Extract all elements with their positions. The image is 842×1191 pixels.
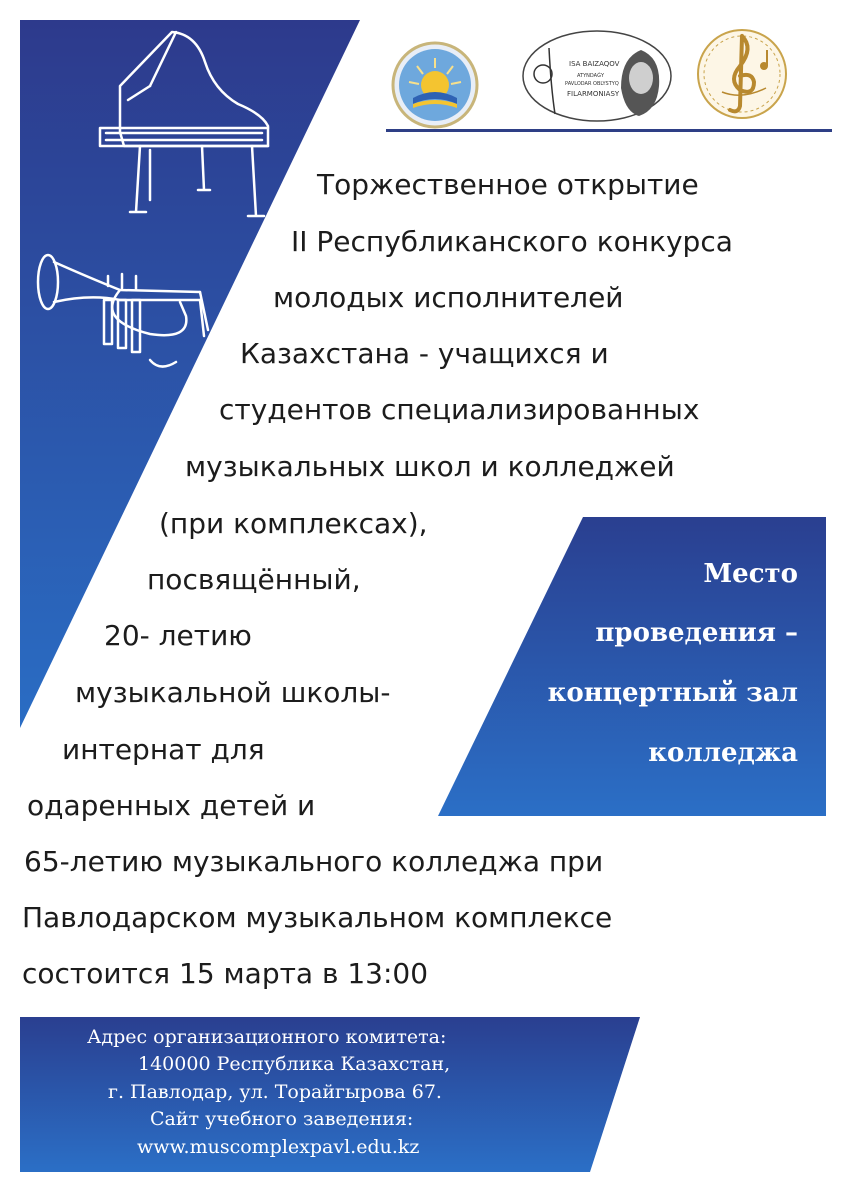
- left-logo-emblem-icon: [383, 40, 487, 130]
- logo-text-line: ATYNDAǴY: [577, 73, 604, 79]
- headline-line: состоится 15 марта в 13:00: [22, 957, 429, 990]
- address-line: 140000 Республика Казахстан,: [138, 1053, 451, 1075]
- website-link[interactable]: www.muscomplexpavl.edu.kz: [137, 1136, 420, 1158]
- venue-line: Место: [703, 559, 798, 589]
- headline-line: одаренных детей и: [27, 789, 316, 822]
- headline-line: музыкальной школы-: [75, 676, 391, 709]
- logo-text-line: PAVLODAR OBLYSTYQ: [565, 81, 619, 87]
- middle-logo-philharmonic-icon: [521, 28, 673, 124]
- headline-line: II Республиканского конкурса: [291, 225, 733, 258]
- right-logo-treble-clef-icon: [694, 22, 790, 122]
- headline-line: музыкальных школ и колледжей: [185, 450, 675, 483]
- logo-text-line: ISA BAIZAQOV: [569, 60, 620, 68]
- headline-line: студентов специализированных: [219, 393, 700, 426]
- headline-line: 65-летию музыкального колледжа при: [24, 845, 604, 878]
- header-divider-line: [386, 129, 832, 132]
- address-line: Адрес организационного комитета:: [87, 1026, 447, 1048]
- venue-line: колледжа: [648, 738, 798, 768]
- headline-line: (при комплексах),: [159, 507, 428, 540]
- venue-line: проведения –: [595, 618, 798, 648]
- headline-line: посвящённый,: [147, 563, 361, 596]
- headline-line: Торжественное открытие: [317, 168, 699, 201]
- headline-line: молодых исполнителей: [273, 281, 624, 314]
- headline-line: интернат для: [62, 733, 265, 766]
- address-line: Сайт учебного заведения:: [150, 1108, 414, 1130]
- address-line: г. Павлодар, ул. Торайгырова 67.: [108, 1081, 442, 1103]
- venue-line: концертный зал: [547, 678, 798, 708]
- headline-line: 20- летию: [104, 619, 252, 652]
- logo-text-line: FILARMONIASY: [567, 90, 620, 98]
- headline-line: Павлодарском музыкальном комплексе: [22, 901, 613, 934]
- headline-line: Казахстана - учащихся и: [240, 337, 609, 370]
